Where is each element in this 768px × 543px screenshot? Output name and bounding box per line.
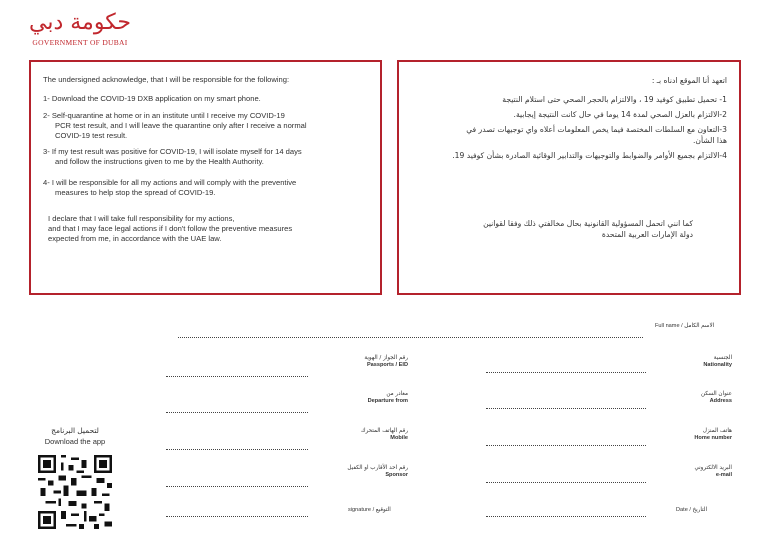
email-input[interactable]	[486, 482, 646, 483]
full-name-label: Full name / الاسم الكامل	[655, 323, 715, 329]
mobile-input[interactable]	[166, 449, 308, 450]
english-item-3b: and follow the instructions given to me by the Health Authority.	[55, 157, 264, 166]
english-item-1: 1- Download the COVID-19 DXB application on my smart phone.	[43, 94, 261, 103]
dubai-government-logo	[24, 8, 136, 56]
signature-label: signature / التوقيع	[348, 507, 391, 513]
logo-english-text: GOVERNMENT OF DUBAI	[32, 38, 128, 47]
nationality-label	[703, 355, 732, 369]
sponsor-label-en: Sponsor	[385, 472, 408, 478]
arabic-item-3a: 3-التعاون مع السلطات المختصة فيما يخص المعلومات أعلاه واي توجيهات تصدر في	[466, 125, 727, 134]
passport-label-en: Passports / EID	[366, 362, 408, 368]
date-label: Date / التاريخ	[676, 507, 708, 513]
home-number-label	[694, 428, 732, 442]
departure-input[interactable]	[166, 412, 308, 413]
english-declare-c: expected from me, in accordance with the UAE law.	[48, 234, 222, 243]
email-label-ar: البريد الالكتروني	[694, 465, 732, 471]
english-item-2c: COVID-19 test result.	[55, 131, 128, 140]
date-input[interactable]	[486, 516, 646, 517]
arabic-declaration-panel	[397, 60, 741, 295]
english-declare-b: and that I may face legal actions if I don't follow the preventive measures	[48, 224, 293, 233]
email-label	[694, 465, 732, 479]
arabic-heading: اتعهد أنا الموقع ادناه بـ :	[651, 76, 727, 85]
home-number-label-ar: هاتف المنزل	[702, 428, 732, 434]
english-declare-a: I declare that I will take full responsibility for my actions,	[48, 214, 235, 223]
address-label-ar: عنوان السكن	[701, 391, 732, 397]
home-number-label-en: Home number	[694, 435, 732, 441]
arabic-item-2: 2-الالتزام بالعزل الصحي لمدة 14 يوما في حال كانت النتيجة إيجابية.	[513, 110, 727, 119]
download-app-arabic: لتحميل البرنامج	[51, 426, 99, 435]
address-input[interactable]	[486, 408, 646, 409]
full-name-input[interactable]	[178, 337, 643, 338]
english-item-2a: 2- Self-quarantine at home or in an institute until I receive my COVID-19	[43, 111, 285, 120]
english-heading: The undersigned acknowledge, that I will be responsible for the following:	[43, 75, 290, 84]
signature-input[interactable]	[166, 516, 308, 517]
english-declaration-panel	[29, 60, 382, 295]
sponsor-label-ar: رقم احد الأقارب او الكفيل	[347, 465, 408, 471]
english-item-3a: 3- If my test result was positive for COVID-19, I will isolate myself for 14 days	[43, 147, 302, 156]
arabic-declare-a: كما انني اتحمل المسؤولية القانونية بحال مخالفتي ذلك وفقا لقوانين	[483, 219, 693, 228]
arabic-item-1: 1- تحميل تطبيق كوفيد 19 ، والالتزام بالحجر الصحي حتى استلام النتيجة	[502, 95, 727, 104]
home-number-input[interactable]	[486, 445, 646, 446]
qr-code-icon[interactable]	[38, 455, 112, 529]
sponsor-label	[347, 465, 408, 479]
email-label-en: e-mail	[715, 472, 732, 478]
passport-label-ar: رقم الجواز / الهوية	[364, 355, 408, 361]
arabic-item-4: 4-الالتزام بجميع الأوامر والضوابط والتوجيهات والتدابير الوقائية الصادرة بشأن كوفيد 19.	[452, 151, 727, 160]
address-label	[701, 391, 732, 405]
mobile-label-ar: رقم الهاتف المتحرك	[360, 428, 408, 434]
passport-input[interactable]	[166, 376, 308, 377]
sponsor-input[interactable]	[166, 486, 308, 487]
mobile-label	[361, 428, 408, 442]
arabic-declare-b: دولة الإمارات العربية المتحدة	[601, 230, 693, 239]
arabic-item-3b: هذا الشأن.	[692, 136, 727, 145]
logo-arabic-text: حكومة دبي	[29, 10, 131, 35]
download-app-english: Download the app	[44, 437, 106, 446]
english-item-4b: measures to help stop the spread of COVID-19.	[55, 188, 216, 197]
nationality-input[interactable]	[486, 372, 646, 373]
address-label-en: Address	[709, 398, 732, 404]
mobile-label-en: Mobile	[390, 435, 408, 441]
departure-label-en: Departure from	[367, 398, 408, 404]
departure-label	[368, 391, 408, 405]
english-item-2b: PCR test result, and I will leave the quarantine only after I receive a normal	[55, 121, 307, 130]
departure-label-ar: مغادر من	[386, 391, 408, 397]
nationality-label-en: Nationality	[703, 362, 732, 368]
passport-label	[364, 355, 408, 369]
nationality-label-ar: الجنسية	[713, 355, 732, 361]
english-item-4a: 4- I will be responsible for all my actions and will comply with the preventive	[43, 178, 297, 187]
